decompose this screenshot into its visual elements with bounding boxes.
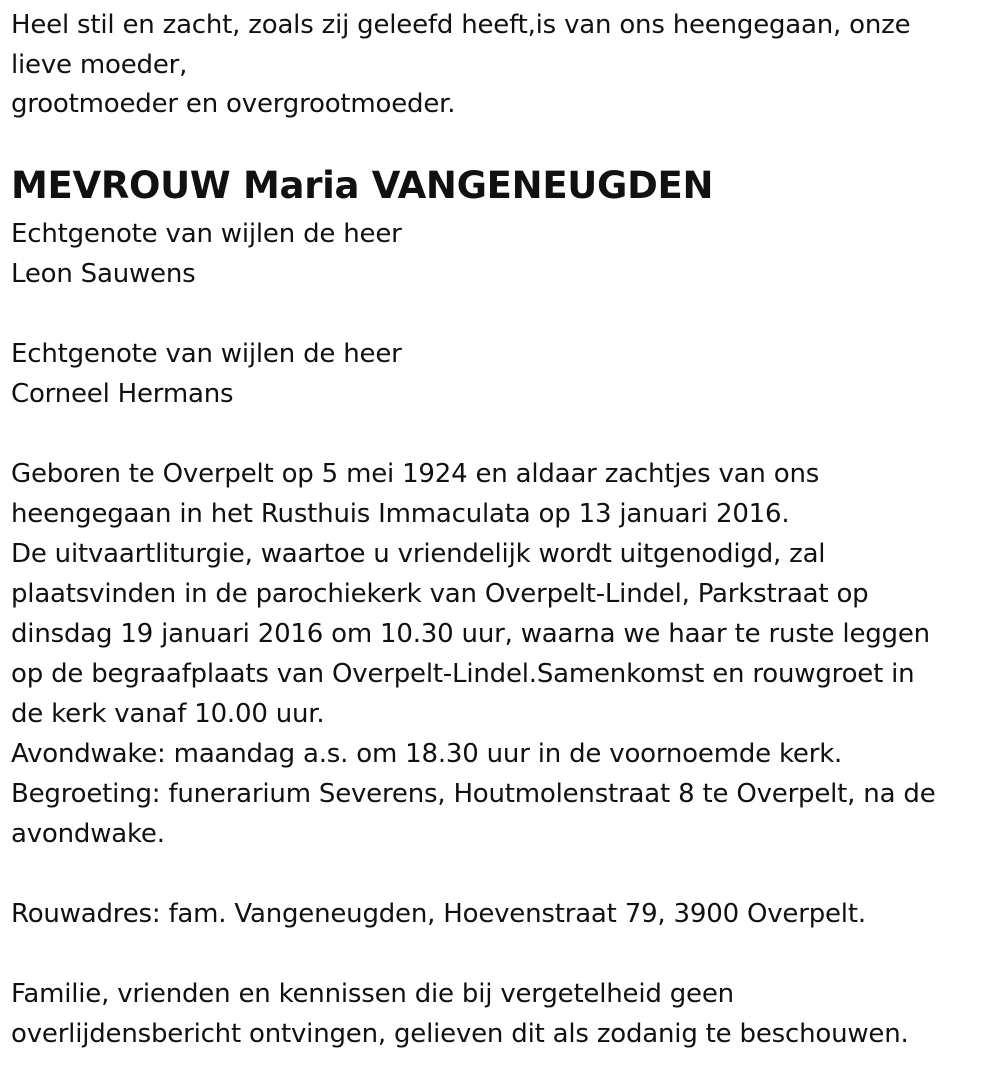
details-line: de kerk vanaf 10.00 uur. — [11, 699, 325, 729]
details-line: Avondwake: maandag a.s. om 18.30 uur in de voornoemde kerk. — [11, 739, 843, 769]
spouse-name: Corneel Hermans — [11, 379, 234, 409]
mourning-address — [11, 894, 866, 934]
spouse-label: Echtgenote van wijlen de heer — [11, 339, 402, 369]
spouse-block — [11, 334, 402, 414]
deceased-name: MEVROUW Maria VANGENEUGDEN — [11, 164, 714, 207]
details-line: Geboren te Overpelt op 5 mei 1924 en aldaar zachtjes van ons — [11, 459, 820, 489]
details-paragraph — [11, 454, 936, 854]
details-line: De uitvaartliturgie, waartoe u vriendelijk wordt uitgenodigd, zal — [11, 539, 826, 569]
intro-paragraph — [11, 6, 910, 125]
spouse-block — [11, 214, 402, 294]
details-line: Begroeting: funerarium Severens, Houtmolenstraat 8 te Overpelt, na de — [11, 779, 936, 809]
spouse-name: Leon Sauwens — [11, 259, 196, 289]
family-note-line: overlijdensbericht ontvingen, gelieven dit als zodanig te beschouwen. — [11, 1019, 909, 1049]
address-line: Rouwadres: fam. Vangeneugden, Hoevenstraat 79, 3900 Overpelt. — [11, 899, 866, 929]
details-line: dinsdag 19 januari 2016 om 10.30 uur, waarna we haar te ruste leggen — [11, 619, 930, 649]
family-note — [11, 974, 909, 1054]
intro-line: Heel stil en zacht, zoals zij geleefd heeft,is van ons heengegaan, onze — [11, 10, 911, 40]
details-line: op de begraafplaats van Overpelt-Lindel.Samenkomst en rouwgroet in — [11, 659, 915, 689]
details-line: plaatsvinden in de parochiekerk van Overpelt-Lindel, Parkstraat op — [11, 579, 869, 609]
details-line: avondwake. — [11, 819, 165, 849]
intro-line: lieve moeder, — [11, 49, 188, 80]
spouse-label: Echtgenote van wijlen de heer — [11, 219, 402, 249]
intro-line: grootmoeder en overgrootmoeder. — [11, 89, 456, 119]
family-note-line: Familie, vrienden en kennissen die bij vergetelheid geen — [11, 979, 734, 1009]
details-line: heengegaan in het Rusthuis Immaculata op 13 januari 2016. — [11, 499, 790, 529]
